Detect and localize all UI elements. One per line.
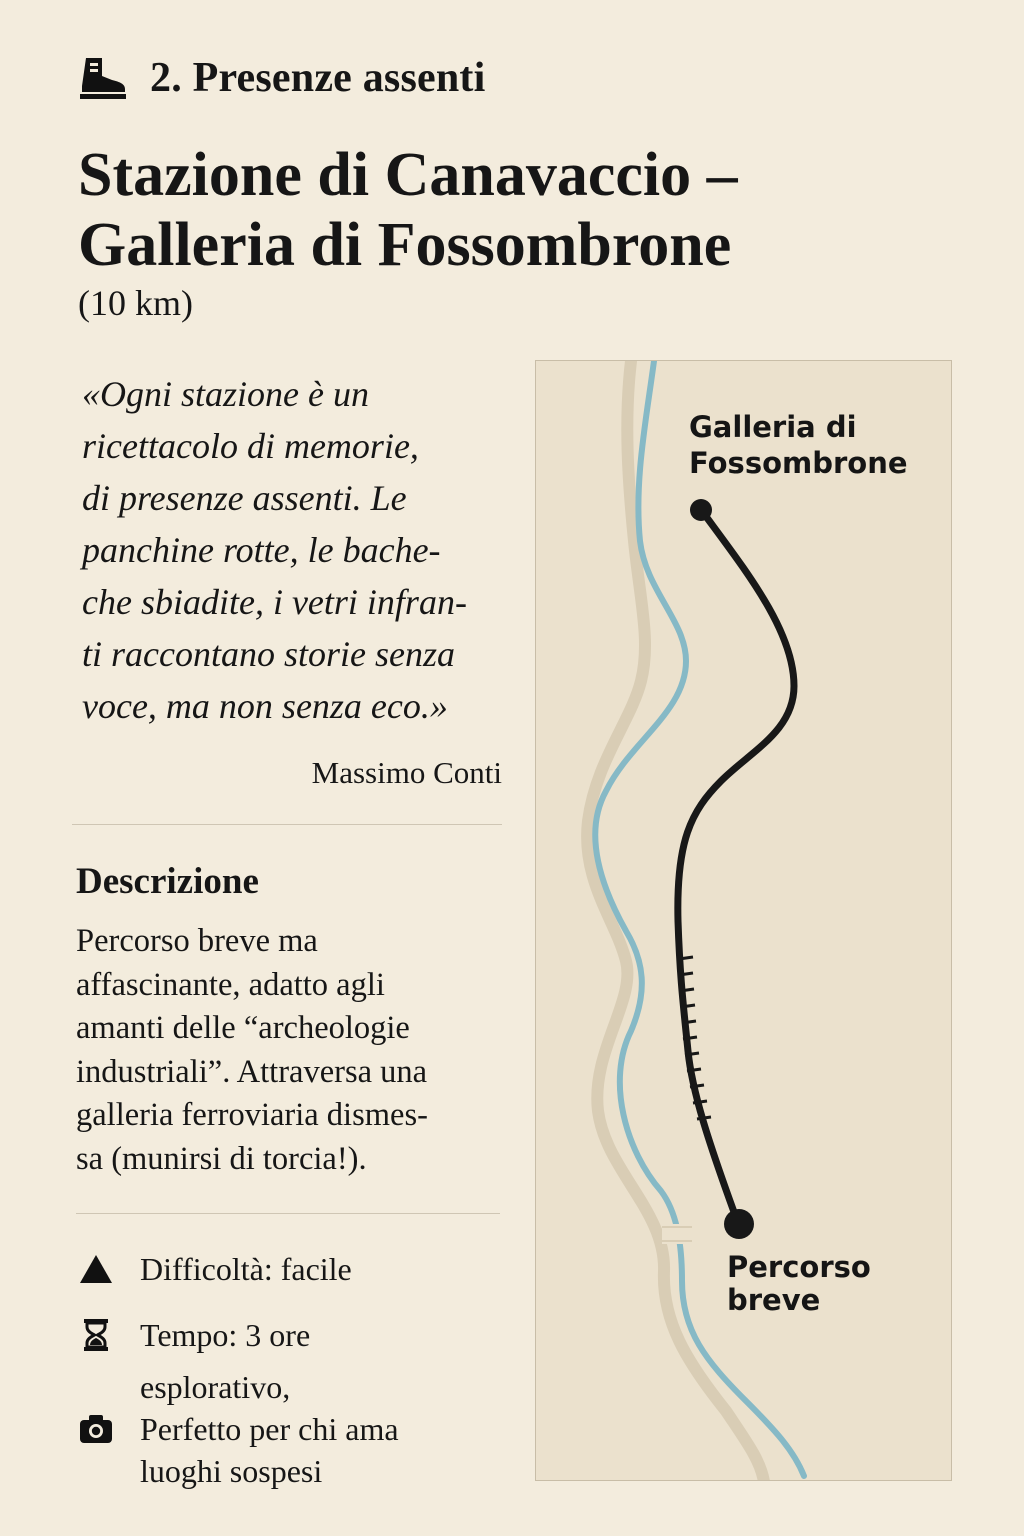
difficulty-row bbox=[78, 1248, 352, 1290]
map-label-line: Galleria di bbox=[689, 410, 857, 444]
map-label-line: breve bbox=[727, 1283, 821, 1317]
page-title bbox=[78, 140, 938, 280]
hiking-boot-icon bbox=[78, 56, 128, 100]
end-point-marker[interactable] bbox=[690, 499, 712, 521]
quote-line: che sbiadite, i vetri infran- bbox=[82, 582, 467, 622]
quote-line: «Ogni stazione è un bbox=[82, 374, 369, 414]
quote-line: panchine rotte, le bache- bbox=[82, 530, 441, 570]
title-line-1: Stazione di Canavaccio – bbox=[78, 141, 738, 209]
note-line: luoghi sospesi bbox=[140, 1453, 323, 1489]
description-line: industriali”. Attraversa una bbox=[76, 1053, 428, 1090]
time-row bbox=[78, 1314, 310, 1356]
map-label-percorso bbox=[727, 1251, 871, 1317]
note-row bbox=[78, 1366, 399, 1492]
start-point-marker[interactable] bbox=[724, 1209, 754, 1239]
quote-line: di presenze assenti. Le bbox=[82, 478, 407, 518]
route-number-title: 2. Presenze assenti bbox=[150, 55, 486, 101]
quote-line: ricettacolo di memorie, bbox=[82, 426, 419, 466]
quote-line: ti raccontano storie senza bbox=[82, 634, 455, 674]
description-text bbox=[76, 920, 506, 1181]
map-label-galleria bbox=[689, 409, 908, 481]
title-line-2: Galleria di Fossombrone bbox=[78, 211, 732, 279]
note-line: Perfetto per chi ama bbox=[140, 1411, 399, 1447]
divider bbox=[72, 824, 502, 825]
trail-route bbox=[678, 511, 794, 1223]
description-line: affascinante, adatto agli bbox=[76, 966, 385, 1003]
route-header bbox=[78, 52, 485, 104]
time-text: Tempo: 3 ore bbox=[140, 1317, 311, 1353]
divider bbox=[76, 1213, 500, 1214]
quote bbox=[82, 368, 512, 732]
quote-line: voce, ma non senza eco.» bbox=[82, 686, 448, 726]
description-line: sa (munirsi di torcia!). bbox=[76, 1140, 367, 1177]
note-line: esplorativo, bbox=[140, 1369, 291, 1405]
route-distance: (10 km) bbox=[78, 283, 193, 323]
description-line: amanti delle “archeologie bbox=[76, 1010, 410, 1046]
route-map[interactable] bbox=[535, 360, 952, 1481]
quote-author: Massimo Conti bbox=[311, 755, 502, 790]
triangle-icon bbox=[78, 1251, 114, 1287]
map-label-line: Percorso bbox=[727, 1250, 871, 1284]
description-heading: Descrizione bbox=[76, 861, 259, 902]
note-text bbox=[140, 1366, 399, 1492]
description-line: Percorso breve ma bbox=[76, 923, 318, 959]
description-line: galleria ferroviaria dismes- bbox=[76, 1097, 428, 1133]
difficulty-text: Difficoltà: facile bbox=[140, 1251, 352, 1287]
hourglass-icon bbox=[78, 1317, 114, 1353]
map-label-line: Fossombrone bbox=[689, 446, 908, 480]
camera-icon bbox=[78, 1411, 114, 1447]
